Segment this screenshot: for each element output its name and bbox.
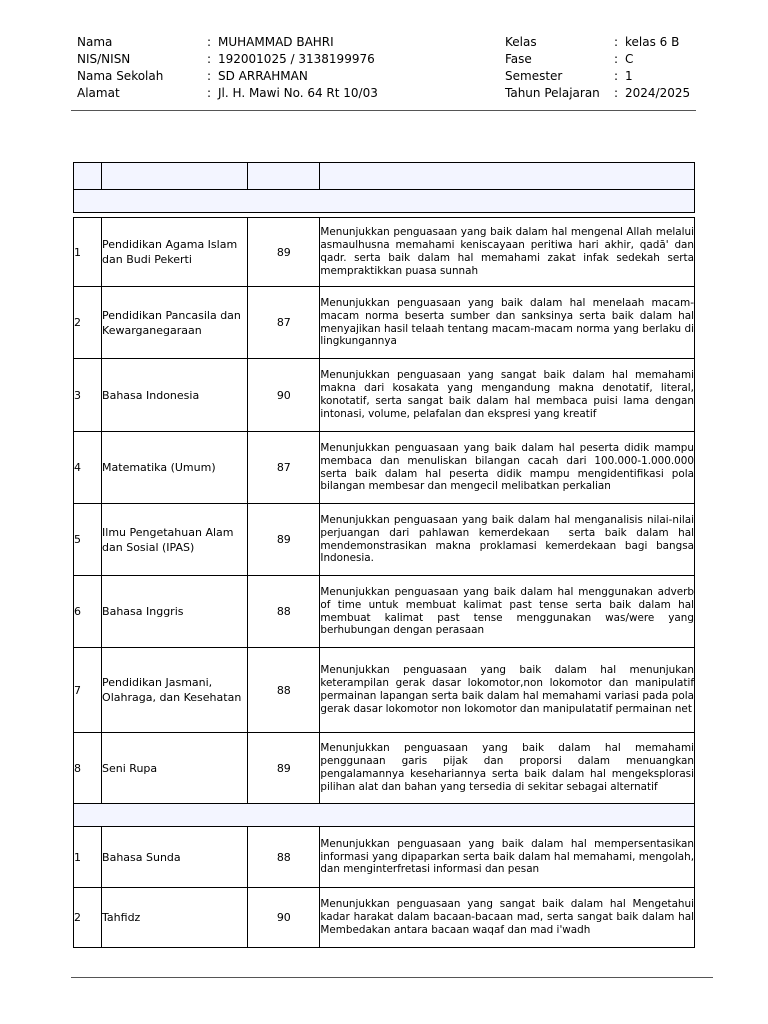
subject-description: Menunjukkan penguasaan yang baik dalam hal mempersentasikan informasi yang dipaparkan serta baik dalam hal memahami, mengolah, dan menginterfretasi informasi dan pesan: [320, 827, 695, 888]
header-cell-score: [248, 163, 320, 190]
info-row-alamat: [77, 85, 697, 102]
subject-score: 89: [248, 218, 320, 287]
subject-description: Menunjukkan penguasaan yang sangat baik dalam hal memahami makna dari kosakata yang mengandung makna denotatif, literal, konotatif, serta sangat baik dalam hal membaca puisi lama dengan intonasi, volume, pelafalan dan ekspresi yang kreatif: [320, 359, 695, 432]
table-row: [74, 218, 695, 287]
header-cell-no: [74, 163, 102, 190]
table-row: [74, 432, 695, 504]
info-value-kelas: kelas 6 B: [625, 35, 680, 49]
subject-score: 90: [248, 359, 320, 432]
subject-name: Pendidikan Agama Islam dan Budi Pekerti: [102, 218, 248, 287]
subject-name: Pendidikan Pancasila dan Kewarganegaraan: [102, 287, 248, 359]
info-value-sekolah: SD ARRAHMAN: [218, 69, 308, 83]
subject-name: Matematika (Umum): [102, 432, 248, 504]
info-value-alamat: Jl. H. Mawi No. 64 Rt 10/03: [218, 86, 378, 100]
info-label: Alamat: [77, 86, 120, 100]
row-number: 3: [74, 359, 102, 432]
subject-name: Ilmu Pengetahuan Alam dan Sosial (IPAS): [102, 504, 248, 576]
table-row: [74, 888, 695, 948]
row-number: 1: [74, 218, 102, 287]
grades-table: [73, 162, 698, 948]
info-colon: :: [614, 86, 619, 100]
info-colon: :: [207, 86, 212, 100]
row-number: 8: [74, 733, 102, 804]
info-label: Kelas: [505, 35, 537, 49]
subject-score: 90: [248, 888, 320, 948]
subject-description: Menunjukkan penguasaan yang baik dalam hal menelaah macam-macam norma beserta sumber dan sanksinya serta baik dalam hal menyajikan hasil telaah tentang macam-macam norma yang berlaku di lingkungannya: [320, 287, 695, 359]
header-divider: [71, 110, 696, 111]
section-row-local: [74, 804, 695, 827]
table-row: [74, 733, 695, 804]
section-cell: [74, 190, 695, 213]
subject-name: Bahasa Sunda: [102, 827, 248, 888]
table-header-row: [74, 163, 695, 190]
info-colon: :: [614, 69, 619, 83]
row-number: 7: [74, 648, 102, 733]
subject-score: 87: [248, 432, 320, 504]
table-row: [74, 827, 695, 888]
info-value-fase: C: [625, 52, 634, 66]
info-value-tahun: 2024/2025: [625, 86, 691, 100]
info-label: Nama Sekolah: [77, 69, 164, 83]
subject-score: 89: [248, 733, 320, 804]
info-colon: :: [207, 52, 212, 66]
row-number: 6: [74, 576, 102, 648]
header-cell-subject: [102, 163, 248, 190]
table-row: [74, 359, 695, 432]
subject-name: Tahfidz: [102, 888, 248, 948]
row-number: 4: [74, 432, 102, 504]
row-number: 2: [74, 888, 102, 948]
footer-divider: [71, 977, 713, 978]
info-value-nis: 192001025 / 3138199976: [218, 52, 375, 66]
info-colon: :: [614, 52, 619, 66]
subject-score: 88: [248, 648, 320, 733]
section-cell: [74, 804, 695, 827]
subject-description: Menunjukkan penguasaan yang baik dalam hal peserta didik mampu membaca dan menuliskan bilangan cacah dari 100.000-1.000.000 serta baik dalam hal peserta didik mampu mengidentifikasi pola bilangan membesar dan mengecil melibatkan perkalian: [320, 432, 695, 504]
subject-name: Seni Rupa: [102, 733, 248, 804]
info-label: Semester: [505, 69, 563, 83]
subject-score: 88: [248, 827, 320, 888]
row-number: 5: [74, 504, 102, 576]
info-value-nama: MUHAMMAD BAHRI: [218, 35, 334, 49]
info-label: Nama: [77, 35, 113, 49]
info-colon: :: [207, 35, 212, 49]
info-row-nis: [77, 51, 697, 68]
row-number: 2: [74, 287, 102, 359]
table-row: [74, 504, 695, 576]
subject-name: Bahasa Inggris: [102, 576, 248, 648]
subject-description: Menunjukkan penguasaan yang baik dalam hal mengenal Allah melalui asmaulhusna memahami keniscayaan peritiwa hari akhir, qadā' dan qadr. serta baik dalam hal memahami zakat infak sedekah serta mempraktikkan puasa sunnah: [320, 218, 695, 287]
subject-description: Menunjukkan penguasaan yang baik dalam hal menganalisis nilai-nilai perjuangan dari pahlawan kemerdekaan serta baik dalam hal mendemonstrasikan makna proklamasi kemerdekaan bagi bangsa Indonesia.: [320, 504, 695, 576]
table-row: [74, 648, 695, 733]
subject-score: 89: [248, 504, 320, 576]
subject-description: Menunjukkan penguasaan yang baik dalam hal menunjukan keterampilan gerak dasar lokomotor,non lokomotor dan manipulatif permainan lapangan serta baik dalam hal memahami variasi pada pola gerak dasar lokomotor non lokomotor dan manipulatatif permainan net: [320, 648, 695, 733]
header-cell-description: [320, 163, 695, 190]
subject-score: 87: [248, 287, 320, 359]
info-row-nama: [77, 34, 697, 51]
info-value-semester: 1: [625, 69, 633, 83]
subject-name: Bahasa Indonesia: [102, 359, 248, 432]
table-row: [74, 287, 695, 359]
info-row-sekolah: [77, 68, 697, 85]
subject-description: Menunjukkan penguasaan yang baik dalam hal menggunakan adverb of time untuk membuat kalimat past tense serta baik dalam hal membuat kalimat past tense menggunakan was/were yang berhubungan dengan perasaan: [320, 576, 695, 648]
info-colon: :: [614, 35, 619, 49]
table-row: [74, 576, 695, 648]
info-label: Fase: [505, 52, 532, 66]
info-label: Tahun Pelajaran: [505, 86, 600, 100]
subject-description: Menunjukkan penguasaan yang sangat baik dalam hal Mengetahui kadar harakat dalam bacaan-bacaan mad, serta sangat baik dalam hal Membedakan antara bacaan waqaf dan mad i'wadh: [320, 888, 695, 948]
section-row-main: [74, 190, 695, 213]
subject-description: Menunjukkan penguasaan yang baik dalam hal memahami penggunaan garis pijak dan proporsi dalam menuangkan pengalamannya kesehariannya serta baik dalam hal mengeksplorasi pilihan alat dan bahan yang tersedia di sekitar sebagai alternatif: [320, 733, 695, 804]
info-colon: :: [207, 69, 212, 83]
subject-name: Pendidikan Jasmani, Olahraga, dan Kesehatan: [102, 648, 248, 733]
info-label: NIS/NISN: [77, 52, 131, 66]
row-number: 1: [74, 827, 102, 888]
subject-score: 88: [248, 576, 320, 648]
